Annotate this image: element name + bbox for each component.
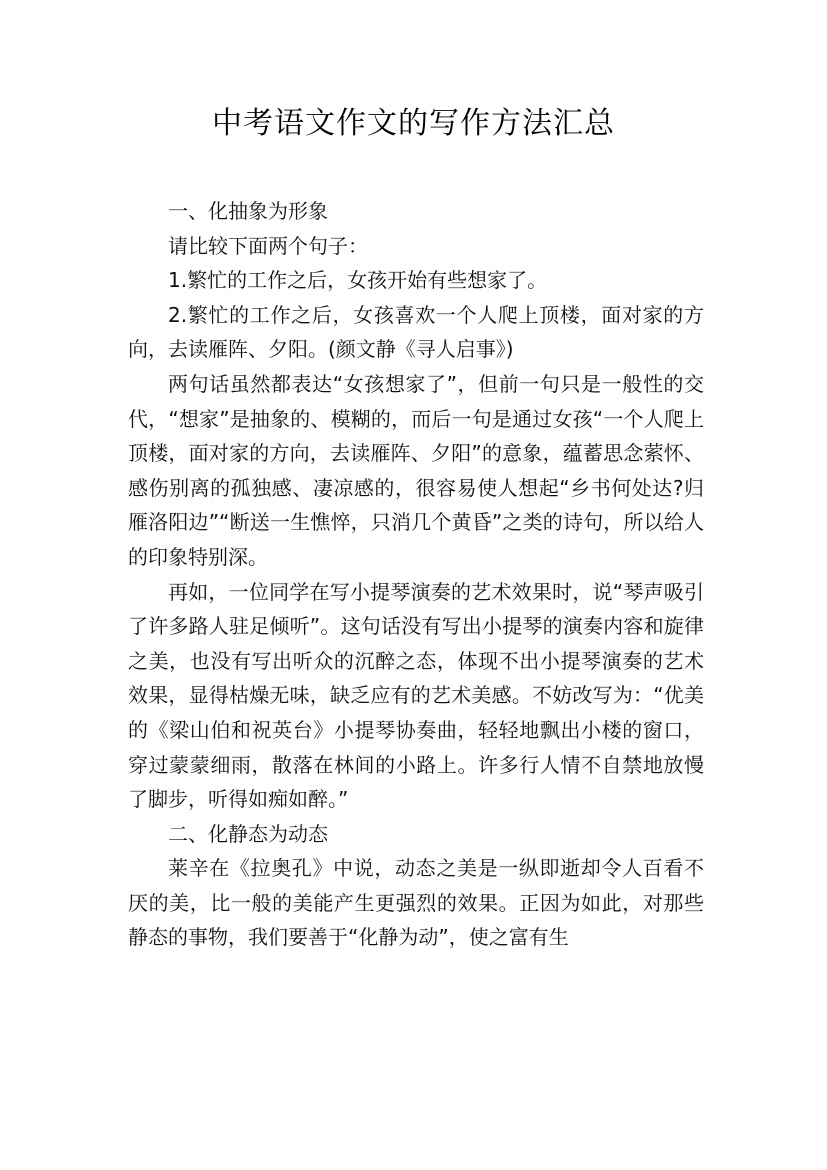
paragraph: 请比较下面两个句子： bbox=[168, 233, 368, 258]
example-sentence-2: 2.繁忙的工作之后，女孩喜欢一个人爬上顶楼，面对家的方向，去读雁阵、夕阳。(颜文静《寻人启事》) bbox=[128, 302, 704, 362]
section-heading-2: 二、化静态为动态 bbox=[168, 821, 328, 846]
paragraph: 两句话虽然都表达“女孩想家了”，但前一句只是一般性的交代，“想家”是抽象的、模糊的，而后一句是通过女孩“一个人爬上顶楼，面对家的方向，去读雁阵、夕阳”的意象，蕴蓄思念萦怀、感伤别离的孤独感、凄凉感的，很容易使人想起“乡书何处达?归雁洛阳边”“断送一生憔悴，只消几个黄昏”之类的诗句，所以给人的印象特别深。 bbox=[128, 371, 704, 569]
paragraph: 莱辛在《拉奥孔》中说，动态之美是一纵即逝却令人百看不厌的美，比一般的美能产生更强烈的效果。正因为如此，对那些静态的事物，我们要善于“化静为动”，使之富有生 bbox=[128, 856, 704, 950]
example-sentence-1: 1.繁忙的工作之后，女孩开始有些想家了。 bbox=[168, 268, 548, 293]
document-body bbox=[128, 194, 704, 955]
paragraph: 再如，一位同学在写小提琴演奏的艺术效果时，说“琴声吸引了许多路人驻足倾听”。这句话没有写出小提琴的演奏内容和旋律之美，也没有写出听众的沉醉之态，体现不出小提琴演奏的艺术效果，显得枯燥无味，缺乏应有的艺术美感。不妨改写为：“优美的《梁山伯和祝英台》小提琴协奏曲，轻轻地飘出小楼的窗口，穿过蒙蒙细雨，散落在林间的小路上。许多行人情不自禁地放慢了脚步，听得如痴如醉。” bbox=[128, 579, 704, 812]
document-title: 中考语文作文的写作方法汇总 bbox=[212, 106, 615, 141]
section-heading-1: 一、化抽象为形象 bbox=[168, 199, 328, 223]
